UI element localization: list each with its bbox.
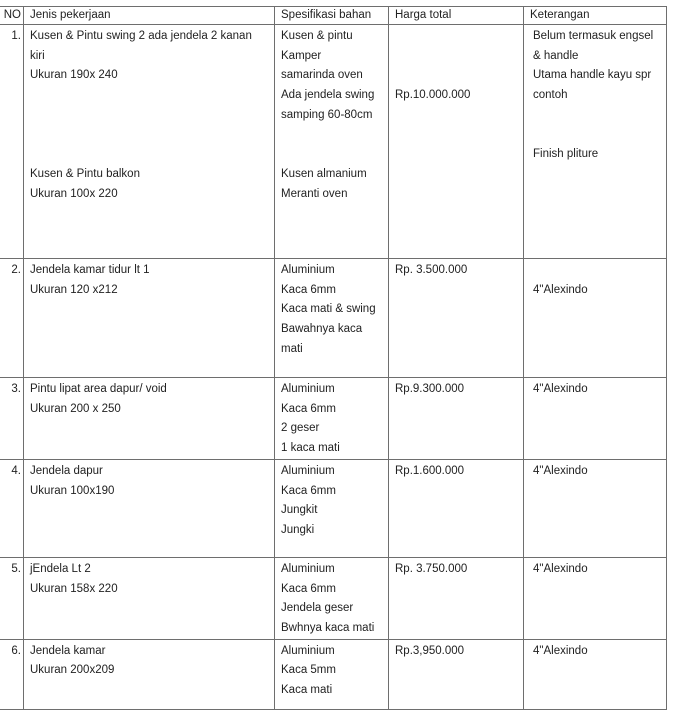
cell-keterangan: 4"Alexindo bbox=[524, 378, 667, 460]
cell-jenis: Jendela kamar Ukuran 200x209 bbox=[24, 639, 275, 709]
cell-no: 5. bbox=[0, 557, 24, 639]
cell-keterangan: 4"Alexindo bbox=[524, 639, 667, 709]
header-keterangan: Keterangan bbox=[524, 7, 667, 25]
cell-no: 1. bbox=[0, 25, 24, 259]
cell-keterangan: 4"Alexindo bbox=[524, 459, 667, 557]
cell-no: 3. bbox=[0, 378, 24, 460]
table-row bbox=[0, 25, 667, 259]
cell-harga: Rp. 3.500.000 bbox=[389, 259, 524, 378]
cell-spesifikasi: Aluminium Kaca 6mm Jungkit Jungki bbox=[275, 459, 389, 557]
cell-spesifikasi: Aluminium Kaca 6mm Jendela geser Bwhnya kaca mati bbox=[275, 557, 389, 639]
header-harga: Harga total bbox=[389, 7, 524, 25]
header-no: NO bbox=[0, 7, 24, 25]
table-row bbox=[0, 557, 667, 639]
cell-no: 6. bbox=[0, 639, 24, 709]
cell-no: 4. bbox=[0, 459, 24, 557]
cell-jenis: Jendela kamar tidur lt 1 Ukuran 120 x212 bbox=[24, 259, 275, 378]
cell-jenis: Jendela dapur Ukuran 100x190 bbox=[24, 459, 275, 557]
table-row bbox=[0, 639, 667, 709]
cell-keterangan: 4"Alexindo bbox=[524, 259, 667, 378]
table-row bbox=[0, 378, 667, 460]
header-spesifikasi: Spesifikasi bahan bbox=[275, 7, 389, 25]
table-row bbox=[0, 259, 667, 378]
cell-spesifikasi: Aluminium Kaca 6mm Kaca mati & swing Bawahnya kaca mati bbox=[275, 259, 389, 378]
cell-spesifikasi: Aluminium Kaca 6mm 2 geser 1 kaca mati bbox=[275, 378, 389, 460]
cell-no: 2. bbox=[0, 259, 24, 378]
cell-harga: Rp.10.000.000 bbox=[389, 25, 524, 259]
table-row bbox=[0, 459, 667, 557]
cell-jenis: Pintu lipat area dapur/ void Ukuran 200 x 250 bbox=[24, 378, 275, 460]
quotation-table bbox=[0, 6, 667, 710]
cell-jenis: jEndela Lt 2 Ukuran 158x 220 bbox=[24, 557, 275, 639]
cell-keterangan: Belum termasuk engsel & handle Utama handle kayu spr contoh Finish pliture bbox=[524, 25, 667, 259]
header-row bbox=[0, 7, 667, 25]
cell-keterangan: 4"Alexindo bbox=[524, 557, 667, 639]
cell-harga: Rp.9.300.000 bbox=[389, 378, 524, 460]
cell-harga: Rp.3,950.000 bbox=[389, 639, 524, 709]
cell-spesifikasi: Aluminium Kaca 5mm Kaca mati bbox=[275, 639, 389, 709]
cell-harga: Rp. 3.750.000 bbox=[389, 557, 524, 639]
cell-jenis: Kusen & Pintu swing 2 ada jendela 2 kanan kiri Ukuran 190x 240 Kusen & Pintu balkon Ukuran 100x 220 bbox=[24, 25, 275, 259]
header-jenis: Jenis pekerjaan bbox=[24, 7, 275, 25]
cell-spesifikasi: Kusen & pintu Kamper samarinda oven Ada jendela swing samping 60-80cm Kusen almanium Meranti oven bbox=[275, 25, 389, 259]
cell-harga: Rp.1.600.000 bbox=[389, 459, 524, 557]
